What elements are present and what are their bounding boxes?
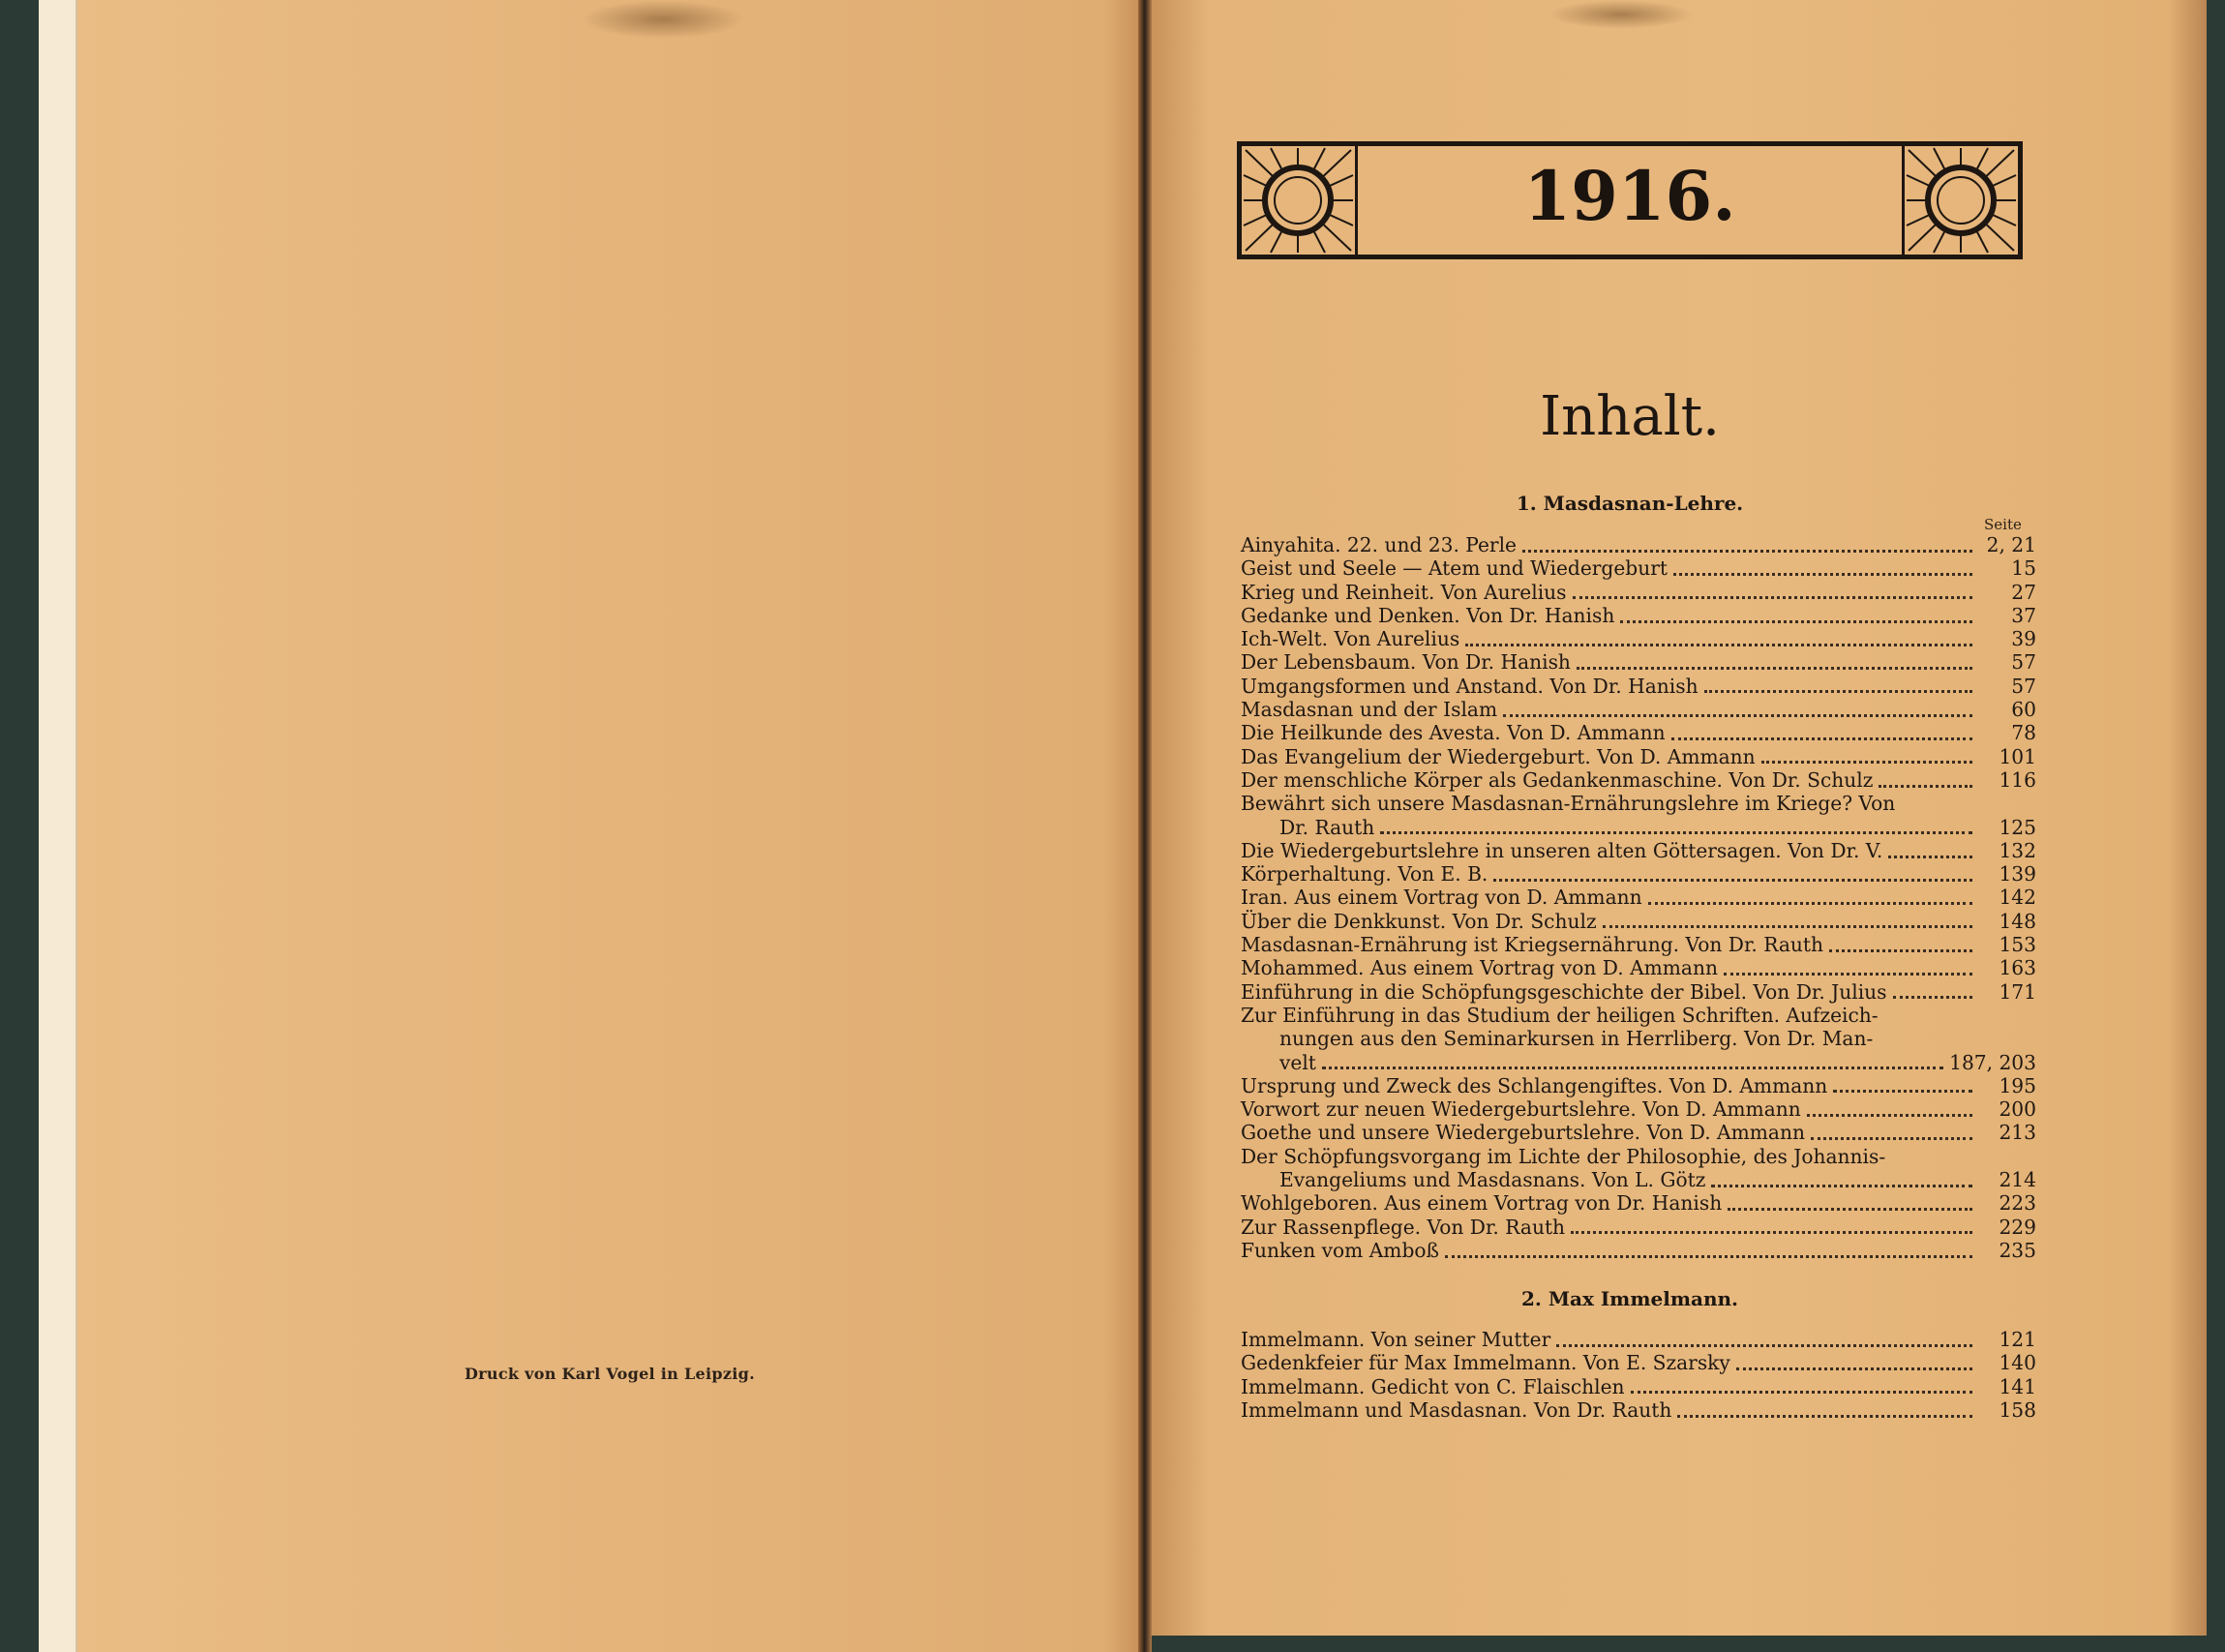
toc-entry-title: Immelmann und Masdasnan. Von Dr. Rauth bbox=[1241, 1397, 1672, 1422]
year-banner bbox=[1237, 141, 2023, 259]
dot-leader bbox=[1573, 590, 1972, 599]
toc-entry-title: Über die Denkkunst. Von Dr. Schulz bbox=[1241, 909, 1597, 933]
contents-heading: Inhalt. bbox=[1540, 385, 1720, 448]
toc-entry-page: 158 bbox=[1999, 1397, 2036, 1422]
toc-entry-title: Goethe und unsere Wiedergeburtslehre. Von D. Ammann bbox=[1241, 1121, 1805, 1145]
dot-leader bbox=[1631, 1385, 1972, 1394]
toc-entry bbox=[1241, 1239, 2036, 1262]
toc-entry-continued-line: nungen aus den Seminarkursen in Herrliberg. Von Dr. Man- bbox=[1279, 1027, 1874, 1051]
dot-leader bbox=[1736, 1362, 1972, 1370]
toc-entry-page: 171 bbox=[1999, 979, 2036, 1004]
toc-entry bbox=[1241, 816, 2036, 839]
toc-entry-title: Einführung in die Schöpfungsgeschichte der Bibel. Von Dr. Julius bbox=[1241, 979, 1887, 1004]
dot-leader bbox=[1493, 873, 1972, 882]
toc-entry-page: 60 bbox=[2011, 698, 2036, 722]
water-stain-right bbox=[1548, 0, 1694, 29]
left-page-edge bbox=[39, 0, 77, 1652]
dot-leader bbox=[1503, 708, 1972, 717]
toc-entry-title: Die Heilkunde des Avesta. Von D. Ammann bbox=[1241, 721, 1666, 745]
toc-entry-title: Wohlgeboren. Aus einem Vortrag von Dr. Hanish bbox=[1241, 1191, 1723, 1216]
dot-leader bbox=[1893, 990, 1972, 999]
toc-entry-page: 195 bbox=[1999, 1073, 2036, 1097]
dot-leader bbox=[1673, 567, 1972, 576]
toc-entry bbox=[1241, 1051, 2036, 1074]
toc-entry-title: Funken vom Amboß bbox=[1241, 1238, 1440, 1262]
dot-leader bbox=[1445, 1249, 1972, 1258]
toc-entry-page: 57 bbox=[2011, 650, 2036, 675]
dot-leader bbox=[1724, 967, 1972, 976]
toc-entry-title: Geist und Seele — Atem und Wiedergeburt bbox=[1241, 556, 1668, 581]
dot-leader bbox=[1671, 732, 1972, 740]
toc-entry bbox=[1241, 675, 2036, 698]
dot-leader bbox=[1603, 919, 1972, 928]
toc-entry-page: 213 bbox=[1999, 1121, 2036, 1145]
toc-entry bbox=[1241, 581, 2036, 604]
toc-entry-title: Der Lebensbaum. Von Dr. Hanish bbox=[1241, 650, 1571, 675]
toc-entry-title: Umgangsformen und Anstand. Von Dr. Hanish bbox=[1241, 674, 1699, 698]
page-column-label: Seite bbox=[1984, 516, 2022, 533]
dot-leader bbox=[1761, 755, 1972, 764]
toc-entry-title: Immelmann. Gedicht von C. Flaischlen bbox=[1241, 1374, 1625, 1398]
toc-entry-page: 15 bbox=[2011, 556, 2036, 581]
toc-entry-title: Vorwort zur neuen Wiedergeburtslehre. Von D. Ammann bbox=[1241, 1097, 1801, 1122]
toc-entry-page: 214 bbox=[1999, 1168, 2036, 1192]
toc-section-1 bbox=[1241, 533, 2036, 1262]
toc-entry bbox=[1241, 1398, 2036, 1422]
toc-entry-title: Dr. Rauth bbox=[1279, 815, 1375, 839]
toc-entry-page: 229 bbox=[1999, 1215, 2036, 1239]
toc-entry bbox=[1241, 1375, 2036, 1398]
toc-entry-page: 139 bbox=[1999, 862, 2036, 886]
toc-entry-title: Mohammed. Aus einem Vortrag von D. Ammann bbox=[1241, 956, 1718, 980]
toc-entry-page: 148 bbox=[1999, 909, 2036, 933]
toc-section-2 bbox=[1241, 1328, 2036, 1422]
sun-ornament-icon bbox=[1242, 146, 1355, 255]
toc-entry bbox=[1241, 980, 2036, 1004]
toc-entry-title: Der menschliche Körper als Gedankenmaschine. Von Dr. Schulz bbox=[1241, 767, 1874, 792]
toc-entry-continued-line: Zur Einführung in das Studium der heiligen Schriften. Aufzeich- bbox=[1241, 1003, 1879, 1027]
section-title: 1. Masdasnan-Lehre. bbox=[1516, 492, 1744, 515]
toc-entry bbox=[1241, 698, 2036, 721]
dot-leader bbox=[1322, 1061, 1943, 1069]
dot-leader bbox=[1711, 1179, 1972, 1187]
toc-entry-page: 142 bbox=[1999, 886, 2036, 910]
bleed-through-text bbox=[290, 242, 327, 367]
sun-ornament-icon bbox=[1905, 146, 2018, 255]
toc-entry-title: Gedenkfeier für Max Immelmann. Von E. Szarsky bbox=[1241, 1351, 1730, 1375]
toc-entry bbox=[1241, 886, 2036, 909]
toc-entry-page: 2, 21 bbox=[1986, 533, 2036, 556]
sun-ornament-left bbox=[1242, 146, 1358, 255]
toc-entry-page: 140 bbox=[1999, 1351, 2036, 1375]
toc-entry-title: Iran. Aus einem Vortrag von D. Ammann bbox=[1241, 886, 1642, 910]
toc-entry bbox=[1241, 1121, 2036, 1144]
toc-entry bbox=[1241, 862, 2036, 886]
toc-entry-page: 101 bbox=[1999, 744, 2036, 768]
toc-entry bbox=[1241, 768, 2036, 792]
toc-entry-page: 121 bbox=[1999, 1328, 2036, 1351]
book-gutter bbox=[1138, 0, 1152, 1652]
toc-entry bbox=[1241, 956, 2036, 979]
dot-leader bbox=[1879, 779, 1972, 788]
printer-imprint: Druck von Karl Vogel in Leipzig. bbox=[465, 1365, 755, 1383]
toc-entry bbox=[1241, 650, 2036, 674]
dot-leader bbox=[1888, 850, 1972, 858]
dot-leader bbox=[1522, 544, 1972, 553]
toc-entry-page: 39 bbox=[2011, 627, 2036, 651]
sun-ornament-right bbox=[1902, 146, 2018, 255]
toc-entry bbox=[1241, 910, 2036, 933]
toc-entry-page: 116 bbox=[1999, 767, 2036, 792]
toc-entry bbox=[1241, 604, 2036, 627]
toc-entry bbox=[1241, 1191, 2036, 1215]
toc-entry bbox=[1241, 556, 2036, 580]
dot-leader bbox=[1728, 1202, 1972, 1211]
toc-entry-title: Körperhaltung. Von E. B. bbox=[1241, 862, 1488, 886]
toc-entry-title: Immelmann. Von seiner Mutter bbox=[1241, 1328, 1551, 1351]
toc-entry bbox=[1241, 933, 2036, 956]
toc-entry bbox=[1241, 745, 2036, 768]
toc-entry-page: 163 bbox=[1999, 956, 2036, 980]
toc-entry-page: 125 bbox=[1999, 815, 2036, 839]
toc-entry-title: Evangeliums und Masdasnans. Von L. Götz bbox=[1279, 1168, 1706, 1192]
toc-entry-title: Masdasnan-Ernährung ist Kriegsernährung. Von Dr. Rauth bbox=[1241, 933, 1824, 957]
toc-entry-page: 141 bbox=[1999, 1374, 2036, 1398]
toc-entry-title: Das Evangelium der Wiedergeburt. Von D. Ammann bbox=[1241, 744, 1756, 768]
toc-entry bbox=[1241, 721, 2036, 744]
dot-leader bbox=[1829, 944, 1972, 952]
toc-entry-page: 235 bbox=[1999, 1238, 2036, 1262]
toc-entry-title: Krieg und Reinheit. Von Aurelius bbox=[1241, 580, 1567, 604]
toc-entry-title: Ainyahita. 22. und 23. Perle bbox=[1241, 533, 1517, 556]
toc-entry bbox=[1241, 1328, 2036, 1351]
toc-entry-title: Zur Rassenpflege. Von Dr. Rauth bbox=[1241, 1215, 1566, 1239]
toc-entry bbox=[1241, 1216, 2036, 1239]
toc-entry-title: velt bbox=[1279, 1050, 1316, 1074]
dot-leader bbox=[1648, 896, 1972, 905]
toc-entry-title: Ich-Welt. Von Aurelius bbox=[1241, 627, 1460, 651]
toc-entry-page: 37 bbox=[2011, 603, 2036, 627]
toc-entry bbox=[1241, 1074, 2036, 1097]
toc-entry-page: 200 bbox=[1999, 1097, 2036, 1122]
dot-leader bbox=[1380, 826, 1972, 834]
dot-leader bbox=[1577, 661, 1972, 670]
toc-entry-page: 57 bbox=[2011, 674, 2036, 698]
year-label: 1916. bbox=[1523, 156, 1736, 236]
toc-entry-title: Ursprung und Zweck des Schlangengiftes. Von D. Ammann bbox=[1241, 1073, 1828, 1097]
toc-entry bbox=[1241, 627, 2036, 650]
toc-entry-continued-line: Der Schöpfungsvorgang im Lichte der Philosophie, des Johannis- bbox=[1241, 1144, 1886, 1168]
toc-entry-title: Die Wiedergeburtslehre in unseren alten Göttersagen. Von Dr. V. bbox=[1241, 838, 1883, 862]
dot-leader bbox=[1556, 1338, 1972, 1347]
toc-entry bbox=[1241, 839, 2036, 862]
toc-entry-page: 78 bbox=[2011, 721, 2036, 745]
toc-entry-page: 132 bbox=[1999, 838, 2036, 862]
dot-leader bbox=[1807, 1108, 1972, 1117]
dot-leader bbox=[1620, 615, 1972, 623]
toc-entry-title: Gedanke und Denken. Von Dr. Hanish bbox=[1241, 603, 1615, 627]
dot-leader bbox=[1465, 638, 1972, 646]
dot-leader bbox=[1571, 1225, 1972, 1234]
toc-entry-title: Masdasnan und der Islam bbox=[1241, 698, 1498, 722]
dot-leader bbox=[1677, 1409, 1972, 1418]
dot-leader bbox=[1704, 684, 1972, 693]
toc-entry-page: 223 bbox=[1999, 1191, 2036, 1216]
toc-entry-page: 153 bbox=[1999, 933, 2036, 957]
toc-entry-page: 187, 203 bbox=[1949, 1050, 2036, 1074]
toc-entry bbox=[1241, 533, 2036, 556]
section-title: 2. Max Immelmann. bbox=[1521, 1287, 1738, 1310]
toc-entry bbox=[1241, 1097, 2036, 1121]
toc-entry bbox=[1241, 1168, 2036, 1191]
water-stain bbox=[581, 0, 745, 39]
toc-entry-continued-line: Bewährt sich unsere Masdasnan-Ernährungslehre im Kriege? Von bbox=[1241, 792, 1896, 816]
dot-leader bbox=[1833, 1084, 1972, 1093]
left-page bbox=[39, 0, 1140, 1652]
toc-entry-page: 27 bbox=[2011, 580, 2036, 604]
dot-leader bbox=[1811, 1131, 1972, 1140]
toc-entry bbox=[1241, 1351, 2036, 1374]
